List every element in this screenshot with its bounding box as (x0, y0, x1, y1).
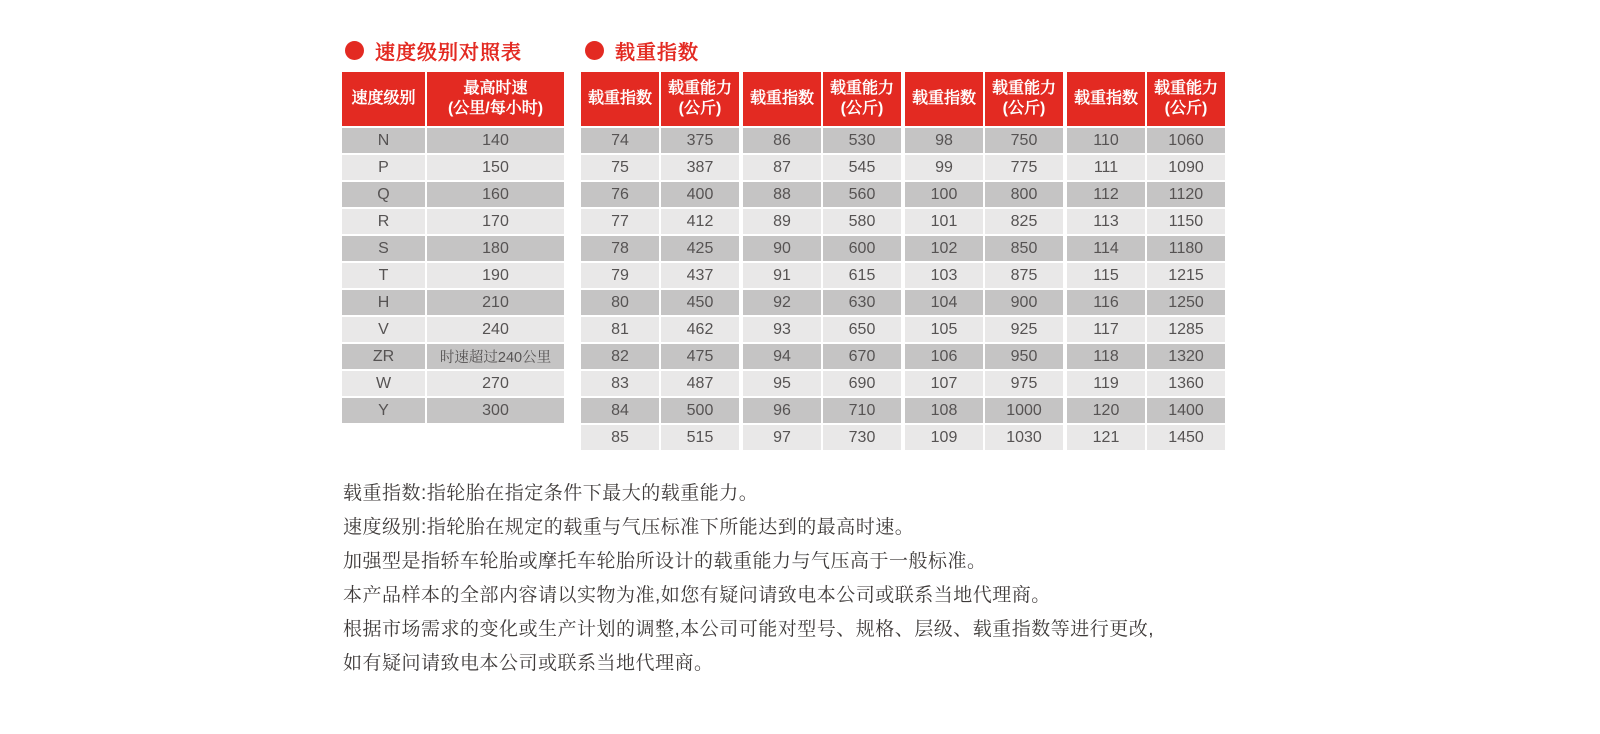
load-capacity-cell: 875 (985, 263, 1063, 288)
load-index-cell: 80 (581, 290, 659, 315)
load-capacity-cell: 1360 (1147, 371, 1225, 396)
load-capacity-cell: 462 (661, 317, 739, 342)
load-capacity-column-header-line: (公斤) (1164, 100, 1208, 117)
load-index-cell: 76 (581, 182, 659, 207)
load-index-cell: 97 (743, 425, 821, 450)
load-index-cell: 105 (905, 317, 983, 342)
load-index-column-pair (1067, 72, 1225, 450)
load-index-column-pair (743, 72, 901, 450)
max-speed-cell: 160 (427, 182, 564, 207)
speed-rating-cell: S (342, 236, 425, 261)
load-index-column-pair (581, 72, 739, 450)
load-capacity-cell: 1030 (985, 425, 1063, 450)
load-capacity-cell: 487 (661, 371, 739, 396)
red-dot-icon (585, 41, 604, 60)
load-capacity-cell: 800 (985, 182, 1063, 207)
speed-rating-column-header: 速度级别 (342, 72, 425, 126)
load-capacity-cell: 670 (823, 344, 901, 369)
load-index-cell: 100 (905, 182, 983, 207)
load-index-cell: 92 (743, 290, 821, 315)
load-index-cell: 81 (581, 317, 659, 342)
load-capacity-cell: 580 (823, 209, 901, 234)
load-capacity-cell: 1150 (1147, 209, 1225, 234)
load-capacity-column-header-line: 载重能力 (829, 80, 894, 97)
load-index-cell: 77 (581, 209, 659, 234)
speed-table-title-text: 速度级别对照表 (375, 41, 522, 64)
load-index-table (581, 72, 1225, 450)
load-index-cell: 120 (1067, 398, 1145, 423)
max-speed-cell: 140 (427, 128, 564, 153)
load-index-cell: 112 (1067, 182, 1145, 207)
load-capacity-cell: 545 (823, 155, 901, 180)
note-line: 速度级别:指轮胎在规定的载重与气压标准下所能达到的最高时速。 (343, 517, 915, 538)
load-index-cell: 86 (743, 128, 821, 153)
load-capacity-cell: 515 (661, 425, 739, 450)
speed-rating-cell: T (342, 263, 425, 288)
load-index-cell: 94 (743, 344, 821, 369)
load-index-column-header: 载重指数 (1067, 72, 1145, 126)
load-index-cell: 104 (905, 290, 983, 315)
load-table-title (585, 40, 699, 64)
load-index-cell: 87 (743, 155, 821, 180)
load-capacity-cell: 1215 (1147, 263, 1225, 288)
load-capacity-cell: 650 (823, 317, 901, 342)
load-index-cell: 88 (743, 182, 821, 207)
load-capacity-column-header (823, 72, 901, 126)
load-capacity-cell: 1120 (1147, 182, 1225, 207)
speed-rating-cell: R (342, 209, 425, 234)
load-index-cell: 115 (1067, 263, 1145, 288)
max-speed-column-header-line: 最高时速 (463, 80, 528, 97)
max-speed-cell: 270 (427, 371, 564, 396)
load-index-cell: 90 (743, 236, 821, 261)
load-capacity-cell: 1090 (1147, 155, 1225, 180)
max-speed-cell: 210 (427, 290, 564, 315)
load-index-cell: 116 (1067, 290, 1145, 315)
load-index-column-pair (905, 72, 1063, 450)
load-capacity-cell: 530 (823, 128, 901, 153)
load-capacity-cell: 1000 (985, 398, 1063, 423)
note-line: 根据市场需求的变化或生产计划的调整,本公司可能对型号、规格、层级、载重指数等进行更改, (343, 619, 1155, 640)
max-speed-cell: 150 (427, 155, 564, 180)
load-capacity-column-header-line: 载重能力 (667, 80, 732, 97)
load-index-cell: 96 (743, 398, 821, 423)
load-capacity-cell: 475 (661, 344, 739, 369)
note-line: 加强型是指轿车轮胎或摩托车轮胎所设计的载重能力与气压高于一般标准。 (343, 551, 987, 572)
load-capacity-column-header-line: (公斤) (678, 100, 722, 117)
load-capacity-cell: 1285 (1147, 317, 1225, 342)
load-capacity-cell: 560 (823, 182, 901, 207)
load-index-column-header: 载重指数 (581, 72, 659, 126)
load-index-cell: 101 (905, 209, 983, 234)
load-capacity-cell: 400 (661, 182, 739, 207)
load-capacity-cell: 900 (985, 290, 1063, 315)
load-capacity-cell: 615 (823, 263, 901, 288)
load-index-cell: 119 (1067, 371, 1145, 396)
load-capacity-cell: 825 (985, 209, 1063, 234)
max-speed-cell: 时速超过240公里 (427, 344, 564, 369)
max-speed-cell: 190 (427, 263, 564, 288)
load-capacity-cell: 690 (823, 371, 901, 396)
load-capacity-cell: 710 (823, 398, 901, 423)
load-index-cell: 74 (581, 128, 659, 153)
load-index-cell: 82 (581, 344, 659, 369)
speed-rating-cell: ZR (342, 344, 425, 369)
load-capacity-cell: 450 (661, 290, 739, 315)
load-capacity-cell: 375 (661, 128, 739, 153)
load-capacity-column-header (661, 72, 739, 126)
load-index-cell: 108 (905, 398, 983, 423)
load-index-column-header: 载重指数 (743, 72, 821, 126)
max-speed-column-header (427, 72, 564, 126)
load-index-cell: 117 (1067, 317, 1145, 342)
load-index-cell: 114 (1067, 236, 1145, 261)
load-index-cell: 118 (1067, 344, 1145, 369)
load-capacity-cell: 387 (661, 155, 739, 180)
load-index-cell: 98 (905, 128, 983, 153)
load-index-cell: 106 (905, 344, 983, 369)
load-capacity-cell: 1060 (1147, 128, 1225, 153)
load-index-cell: 121 (1067, 425, 1145, 450)
load-capacity-cell: 425 (661, 236, 739, 261)
load-capacity-cell: 925 (985, 317, 1063, 342)
max-speed-column-header-line: (公里/每小时) (447, 100, 544, 117)
load-index-cell: 99 (905, 155, 983, 180)
speed-rating-cell: H (342, 290, 425, 315)
note-line: 本产品样本的全部内容请以实物为准,如您有疑问请致电本公司或联系当地代理商。 (343, 585, 1051, 606)
load-index-column-header: 载重指数 (905, 72, 983, 126)
load-index-cell: 103 (905, 263, 983, 288)
speed-rating-cell: Y (342, 398, 425, 423)
load-index-cell: 113 (1067, 209, 1145, 234)
load-capacity-cell: 1250 (1147, 290, 1225, 315)
max-speed-cell: 170 (427, 209, 564, 234)
load-index-cell: 83 (581, 371, 659, 396)
load-index-cell: 75 (581, 155, 659, 180)
speed-rating-cell: P (342, 155, 425, 180)
note-line: 如有疑问请致电本公司或联系当地代理商。 (343, 653, 714, 674)
load-capacity-cell: 1180 (1147, 236, 1225, 261)
load-capacity-cell: 950 (985, 344, 1063, 369)
load-index-cell: 79 (581, 263, 659, 288)
load-capacity-column-header-line: (公斤) (1002, 100, 1046, 117)
load-capacity-cell: 500 (661, 398, 739, 423)
speed-rating-cell: W (342, 371, 425, 396)
max-speed-cell: 180 (427, 236, 564, 261)
red-dot-icon (345, 41, 364, 60)
speed-rating-table (342, 72, 564, 423)
load-capacity-cell: 412 (661, 209, 739, 234)
load-index-cell: 111 (1067, 155, 1145, 180)
load-capacity-column-header (985, 72, 1063, 126)
load-capacity-column-header (1147, 72, 1225, 126)
load-capacity-cell: 730 (823, 425, 901, 450)
speed-rating-cell: N (342, 128, 425, 153)
speed-rating-cell: Q (342, 182, 425, 207)
speed-rating-cell: V (342, 317, 425, 342)
load-index-cell: 102 (905, 236, 983, 261)
load-capacity-cell: 630 (823, 290, 901, 315)
load-index-cell: 110 (1067, 128, 1145, 153)
load-index-cell: 91 (743, 263, 821, 288)
footnotes (343, 477, 1154, 681)
load-index-cell: 109 (905, 425, 983, 450)
load-capacity-cell: 750 (985, 128, 1063, 153)
load-index-cell: 85 (581, 425, 659, 450)
load-index-cell: 107 (905, 371, 983, 396)
load-index-cell: 84 (581, 398, 659, 423)
load-capacity-cell: 1320 (1147, 344, 1225, 369)
max-speed-cell: 300 (427, 398, 564, 423)
load-capacity-column-header-line: 载重能力 (1153, 80, 1218, 97)
load-index-cell: 95 (743, 371, 821, 396)
note-line: 载重指数:指轮胎在指定条件下最大的载重能力。 (343, 483, 759, 504)
load-capacity-cell: 600 (823, 236, 901, 261)
load-capacity-column-header-line: (公斤) (840, 100, 884, 117)
max-speed-cell: 240 (427, 317, 564, 342)
load-capacity-cell: 437 (661, 263, 739, 288)
load-index-cell: 78 (581, 236, 659, 261)
load-capacity-cell: 1400 (1147, 398, 1225, 423)
load-index-cell: 89 (743, 209, 821, 234)
load-capacity-cell: 850 (985, 236, 1063, 261)
load-capacity-cell: 975 (985, 371, 1063, 396)
load-capacity-column-header-line: 载重能力 (991, 80, 1056, 97)
load-capacity-cell: 775 (985, 155, 1063, 180)
load-table-title-text: 载重指数 (615, 41, 699, 64)
load-capacity-cell: 1450 (1147, 425, 1225, 450)
load-index-cell: 93 (743, 317, 821, 342)
speed-table-title (345, 40, 522, 64)
